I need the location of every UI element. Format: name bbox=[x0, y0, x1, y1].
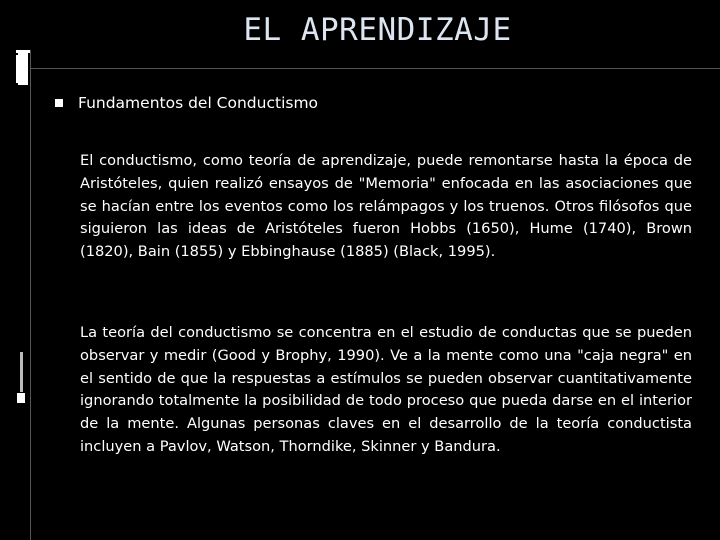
bullet-label: Fundamentos del Conductismo bbox=[78, 94, 319, 112]
decorative-rule bbox=[30, 68, 720, 69]
square-bullet-icon bbox=[55, 99, 63, 107]
decorative-rule bbox=[30, 50, 31, 540]
decorative-bar bbox=[16, 55, 19, 83]
body-paragraph: La teoría del conductismo se concentra en el estudio de conductas que se pueden observar y medir (Good y Brophy, 1990). Ve a la mente como una "caja negra" en el sentido de que la respuestas a estímulos se pueden observar cuantitativamente ignorando totalmente la posibilidad de todo proceso que pueda darse en el interior de la mente. Algunas personas claves en el desarrollo de la teoría conductista incluyen a Pavlov, Watson, Thorndike, Skinner y Bandura. bbox=[80, 324, 692, 455]
bullet-item bbox=[55, 94, 318, 112]
decorative-bar bbox=[20, 352, 23, 392]
slide-title: EL APRENDIZAJE bbox=[243, 12, 512, 48]
decorative-bar bbox=[17, 393, 25, 403]
body-paragraph: El conductismo, como teoría de aprendizaje, puede remontarse hasta la época de Aristóteles, quien realizó ensayos de "Memoria" enfocada en las asociaciones que se hacían entre los eventos como los relámpagos y los truenos. Otros filósofos que siguieron las ideas de Aristóteles fueron Hobbs (1650), Hume (1740), Brown (1820), Bain (1855) y Ebbinghause (1885) (Black, 1995). bbox=[80, 152, 692, 261]
decorative-bar bbox=[18, 53, 28, 85]
